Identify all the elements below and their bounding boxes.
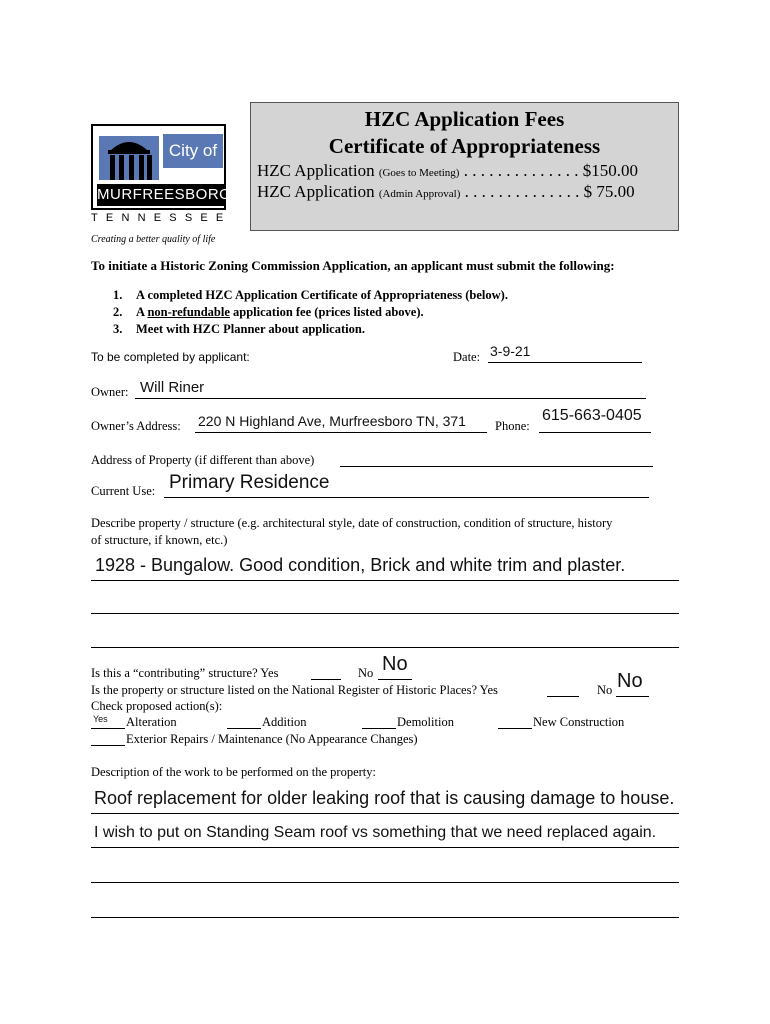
date-label: Date: — [453, 350, 481, 364]
logo-state: TENNESSEE — [91, 212, 232, 224]
fee-row-admin — [257, 182, 635, 202]
describe-line[interactable] — [91, 647, 679, 648]
work-line[interactable] — [91, 882, 679, 883]
property-address-field[interactable] — [340, 466, 653, 467]
new-construction-field[interactable] — [498, 728, 532, 729]
applicant-label: To be completed by applicant: — [91, 350, 250, 364]
requirement-item — [113, 288, 508, 303]
action-demolition-label: Demolition — [397, 715, 454, 729]
contributing-no-label: No — [358, 666, 374, 680]
owner-value[interactable]: Will Riner — [140, 379, 205, 396]
describe-value[interactable]: 1928 - Bungalow. Good condition, Brick and white trim and plaster. — [95, 555, 626, 575]
alteration-field[interactable] — [91, 728, 125, 729]
logo-city-of: City of — [163, 134, 223, 168]
requirement-emphasis: non-refundable — [147, 305, 230, 319]
fee-row-meeting — [257, 161, 638, 181]
fee-row-dots: . . . . . . . . . . . . . . — [459, 161, 583, 180]
address-field[interactable] — [195, 432, 487, 433]
fee-row-note: (Admin Approval) — [378, 188, 461, 200]
date-field[interactable] — [488, 362, 642, 363]
national-register-no-label: No — [597, 683, 613, 697]
describe-label: Describe property / structure (e.g. architectural style, date of construction, condition of structure, history — [91, 516, 613, 530]
describe-label-cont: of structure, if known, etc.) — [91, 533, 228, 547]
action-new-construction-label: New Construction — [533, 715, 625, 729]
requirement-number: 1. — [113, 288, 123, 302]
logo-city-name: MURFREESBORO — [97, 184, 224, 206]
national-register-label: Is the property or structure listed on the National Register of Historic Places? Yes — [91, 683, 498, 697]
phone-label: Phone: — [495, 419, 530, 433]
work-description-label: Description of the work to be performed on the property: — [91, 765, 376, 779]
contributing-label: Is this a “contributing” structure? Yes — [91, 666, 279, 680]
national-register-no-field[interactable] — [616, 696, 649, 697]
exterior-field[interactable] — [91, 745, 125, 746]
current-use-value[interactable]: Primary Residence — [169, 472, 330, 493]
action-alteration-label: Alteration — [126, 715, 177, 729]
national-register-value[interactable]: No — [617, 670, 643, 692]
check-actions-label: Check proposed action(s): — [91, 699, 223, 713]
building-icon — [99, 136, 159, 180]
fee-row-label: HZC Application — [257, 182, 379, 201]
owner-field[interactable] — [135, 398, 646, 399]
work-line[interactable] — [91, 847, 679, 848]
requirement-text: A completed HZC Application Certificate of Appropriateness (below). — [136, 288, 508, 302]
current-use-label: Current Use: — [91, 484, 156, 498]
logo-frame — [91, 124, 232, 210]
addition-field[interactable] — [227, 728, 261, 729]
requirement-text: A — [136, 305, 148, 319]
fee-box — [250, 102, 679, 231]
describe-line[interactable] — [91, 613, 679, 614]
requirement-text: application fee (prices listed above). — [229, 305, 424, 319]
phone-value[interactable]: 615-663-0405 — [542, 407, 642, 424]
fee-subtitle: Certificate of Appropriateness — [328, 134, 601, 158]
city-logo — [91, 124, 232, 224]
action-addition-label: Addition — [262, 715, 307, 729]
logo-tagline: Creating a better quality of life — [91, 234, 216, 245]
demolition-field[interactable] — [362, 728, 396, 729]
fee-title: HZC Application Fees — [364, 107, 565, 131]
contributing-yes-field[interactable] — [311, 679, 341, 680]
requirement-number: 3. — [113, 322, 123, 336]
fee-row-note: (Goes to Meeting) — [378, 167, 460, 179]
phone-field[interactable] — [539, 432, 651, 433]
requirement-text: Meet with HZC Planner about application. — [136, 322, 365, 336]
requirement-number: 2. — [113, 305, 123, 319]
owner-label: Owner: — [91, 385, 129, 399]
work-line[interactable] — [91, 917, 679, 918]
work-line[interactable] — [91, 813, 679, 814]
fee-row-amount: $150.00 — [582, 161, 638, 180]
property-address-label: Address of Property (if different than above) — [91, 453, 315, 467]
contributing-no-field[interactable] — [378, 679, 412, 680]
requirement-item — [113, 322, 365, 337]
date-value[interactable]: 3-9-21 — [490, 343, 531, 359]
action-exterior-label: Exterior Repairs / Maintenance (No Appearance Changes) — [126, 732, 418, 746]
address-value[interactable]: 220 N Highland Ave, Murfreesboro TN, 371 — [198, 413, 466, 429]
fee-row-dots: . . . . . . . . . . . . . . — [460, 182, 584, 201]
alteration-value[interactable]: Yes — [93, 714, 108, 724]
address-label: Owner’s Address: — [91, 419, 181, 433]
fee-row-label: HZC Application — [257, 161, 379, 180]
describe-line[interactable] — [91, 580, 679, 581]
national-register-yes-field[interactable] — [547, 696, 579, 697]
contributing-value[interactable]: No — [382, 653, 408, 675]
current-use-field[interactable] — [164, 497, 649, 498]
work-description-value-2[interactable]: I wish to put on Standing Seam roof vs something that we need replaced again. — [94, 824, 657, 841]
requirement-item — [113, 305, 424, 320]
intro-text: To initiate a Historic Zoning Commission Application, an applicant must submit the following: — [91, 258, 615, 273]
work-description-value[interactable]: Roof replacement for older leaking roof that is causing damage to house. — [94, 788, 675, 808]
fee-row-amount: $ 75.00 — [583, 182, 635, 201]
